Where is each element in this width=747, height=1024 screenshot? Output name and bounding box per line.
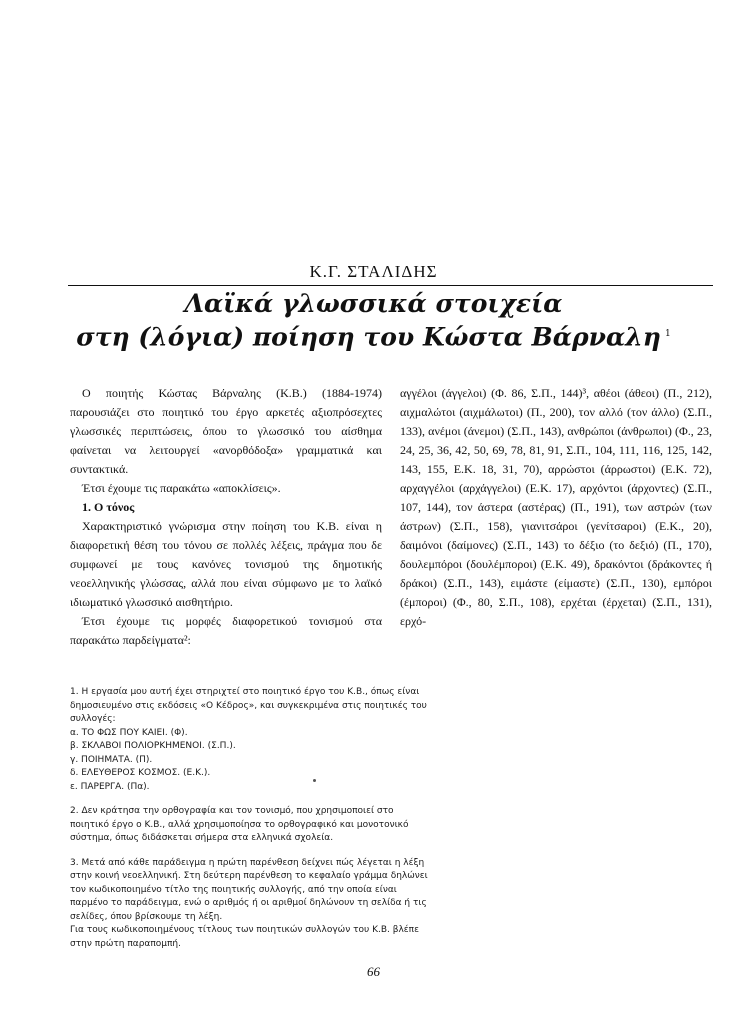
tone-paragraph: Χαρακτηριστικό γνώρισμα στην ποίηση του Κ.Β. είναι η διαφορετική θέση του τόνου σε πολλές λέξεις, πράγμα που δε συμφωνεί με τους κανόνες τονισμού της δημοτικής νεοελληνικής γλώσσας, αλλά που είναι σύμφωνο με το λαϊκό ιδιωματικό γλωσσικό αισθητήριο. [70,519,382,609]
page-number: 66 [367,964,380,979]
footnote-line: ποιητικό έργο ο Κ.Β., αλλά χρησιμοποίησα το ορθογραφικό και μονοτονικό [70,819,409,830]
footnote-line: 2. Δεν κράτησα την ορθογραφία και τον τονισμό, που χρησιμοποιεί στο [70,806,394,816]
footnote-line: παρμένο το παράδειγμα, ενώ ο αριθμός ή οι αριθμοί δηλώνουν τη σελίδα ή τις [70,898,427,908]
footnote-line: 1. Η εργασία μου αυτή έχει στηριχτεί στο ποιητικό έργο του Κ.Β., όπως είναι [70,687,420,697]
footnote-line: συλλογές: [70,714,116,724]
footnote-3 [70,857,510,952]
footnote-line: α. ΤΟ ΦΩΣ ΠΟΥ ΚΑΙΕΙ. (Φ). [70,727,188,738]
footnote-line: γ. ΠΟΙΗΜΑΤΑ. (Π). [70,754,153,765]
footnote-line: σελίδες, όπου βρίσκουμε τη λέξη. [70,911,223,922]
footnote-line: στην κοινή νεοελληνική. Στη δεύτερη παρένθεση το κεφαλαίο γράμμα δηλώνει [70,871,428,881]
footnote-1 [70,686,510,794]
article-title-line-2 [0,320,747,351]
deviations-paragraph: Έτσι έχουμε τις παρακάτω «αποκλίσεις». [82,481,281,495]
footnote-line: δ. ΕΛΕΥΘΕΡΟΣ ΚΟΣΜΟΣ. (Ε.Κ.). [70,768,211,778]
footnote-line: σύστημα, όπως διδάσκεται σήμερα στα ελληνικά σχολεία. [70,833,334,843]
footnote-line: β. ΣΚΛΑΒΟΙ ΠΟΛΙΟΡΚΗΜΕΝΟΙ. (Σ.Π.). [70,741,236,751]
article-title-text: στη (λόγια) ποίηση του Κώστα Βάρναλη [76,322,661,352]
footnote-2 [70,805,510,846]
right-column [400,384,712,631]
footnote-line: δημοσιευμένο στις εκδόσεις «Ο Κέδρος», και συγκεκριμένα στις ποιητικές του [70,700,427,711]
intro-paragraph: Ο ποιητής Κώστας Βάρναλης (Κ.Β.) (1884-1974) παρουσιάζει στο ποιητικό του έργο αρκετές αξιοπρόσεχτες γλωσσικές περιπτώσεις, όπου το γλωσσικό του αίσθημα φαίνεται να λειτουργεί «ανορθόδοξα» γραμματικά και συντακτικά. [70,386,382,476]
scan-speck [313,779,316,782]
footnote-line: ε. ΠΑΡΕΡΓΑ. (Πα). [70,781,150,792]
footnotes [70,686,510,962]
footnote-line: 3. Μετά από κάθε παράδειγμα η πρώτη παρένθεση δείχνει πώς λέγεται η λέξη [70,857,425,868]
examples-intro-paragraph: Έτσι έχουμε τις μορφές διαφορετικού τονισμού στα παρακάτω παρδείγματα²: [70,614,382,647]
examples-paragraph: αγγέλοι (άγγελοι) (Φ. 86, Σ.Π., 144)³, αθέοι (άθεοι) (Π., 212), αιχμαλώτοι (αιχμάλωτοι) (Π., 200), τον αλλό (τον άλλο) (Σ.Π., 133), ανέμοι (άνεμοι) (Σ.Π., 143), ανθρώποι (άνθρωποι) (Φ., 23, 24, 25, 36, 42, 50, 69, 78, 81, 91, Σ.Π., 104, 111, 116, 125, 142, 143, 155, Ε.Κ. 18, 31, 70), αρρώστοι (άρρωστοι) (Ε.Κ. 72), αρχαγγέλοι (αρχάγγελοι) (Ε.Κ. 17), αρχόντοι (άρχοντες) (Σ.Π., 107, 144), τον άστερα (αστέρας) (Π., 191), των αστρών (των άστρων) (Σ.Π., 158), γιανιτσάροι (γενίτσαροι) (Ε.Κ., 20), δαιμόνοι (δαίμονες) (Σ.Π., 143) το δέξιο (το δεξιό) (Π., 170), δουλεμπόροι (δουλέμποροι) (Ε.Κ. 49), δρακόντοι (δράκοντες ή δράκοι) (Σ.Π., 143), ειμάστε (είμαστε) (Σ.Π., 130), εμπόροι (έμποροι) (Φ., 80, Σ.Π., 108), ερχέται (έρχεται) (Σ.Π., 131), ερχό- [400,386,712,628]
header-rule [68,285,713,286]
footnote-line: τον κωδικοποιημένο τίτλο της ποιητικής συλλογής, από την οποία είναι [70,884,397,895]
left-column [70,384,382,650]
title-footnote-marker: 1 [664,329,671,339]
footnote-line: στην πρώτη παραπομπή. [70,938,181,949]
section-heading-tone: 1. Ο τόνος [82,500,135,514]
footnote-line: Για τους κωδικοποιημένους τίτλους των ποιητικών συλλογών του Κ.Β. βλέπε [70,925,419,935]
author-name: Κ.Γ. ΣΤΑΛΙΔΗΣ [309,262,438,281]
article-title-line-1: Λαϊκά γλωσσικά στοιχεία [184,289,563,318]
